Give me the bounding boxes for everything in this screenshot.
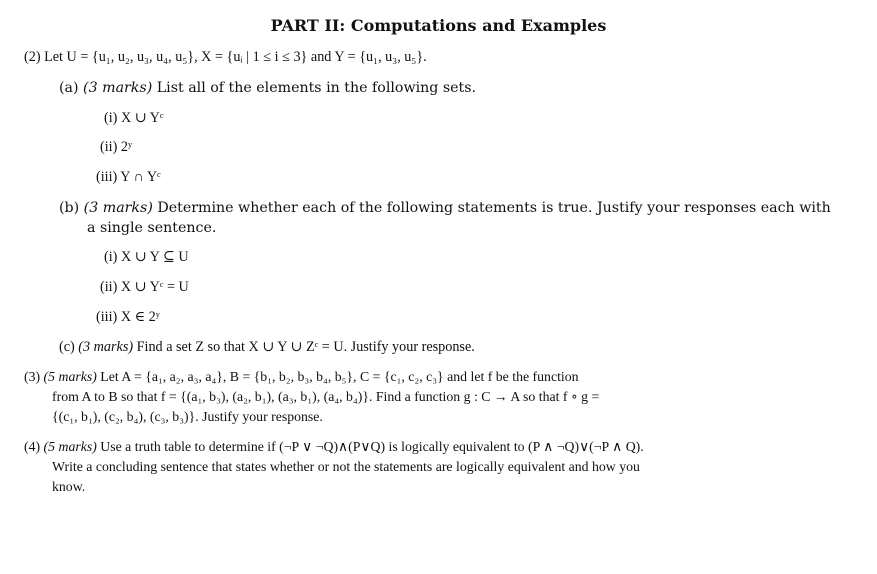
q3-line3: {(c₁, b₁), (c₂, b₄), (c₃, b₃)}. Justify your response. [52,409,323,424]
q2b-text-cont: a single sentence. [87,220,217,236]
q2c-marks: (3 marks) [78,339,134,355]
q4-line1 [24,438,644,456]
q2b-item-i: (i) X ∪ Y ⊆ U [104,249,189,265]
q2b-line [59,199,831,217]
page-title: PART II: Computations and Examples [270,16,607,35]
q2b-label: (b) [59,200,80,216]
q3-number: (3) [24,369,41,384]
q2a-text: List all of the elements in the following sets. [156,80,477,96]
q4-line3: know. [52,479,86,494]
q3-text-1: Let A = {a₁, a₂, a₃, a₄}, B = {b₁, b₂, b₃, b₄, b₅}, C = {c₁, c₂, c₃} and let f be the function [100,369,579,384]
q2a-item-i: (i) X ∪ Yᶜ [104,110,164,126]
q2b-text: Determine whether each of the following statements is true. Justify your responses each with [157,200,831,216]
q2a-marks: (3 marks) [83,80,153,96]
q2b-item-ii: (ii) X ∪ Yᶜ = U [100,279,189,295]
q3-marks: (5 marks) [43,369,97,384]
q4-number: (4) [24,439,41,454]
q3-line2: from A to B so that f = {(a₁, b₃), (a₂, b₁), (a₃, b₁), (a₄, b₄)}. Find a function g : C → A so that f ∘ g = [52,389,600,404]
q4-marks: (5 marks) [43,439,97,454]
q2b-item-iii: (iii) X ∈ 2ʸ [96,309,160,325]
q2a-line [59,79,476,97]
q3-line1 [24,368,579,386]
q2a-item-iii: (iii) Y ∩ Yᶜ [96,169,161,185]
q2c-line [59,338,475,356]
q2c-label: (c) [59,339,75,355]
q4-line2: Write a concluding sentence that states whether or not the statements are logically equivalent and how you [52,459,640,474]
q2b-marks: (3 marks) [83,200,153,216]
q2a-label: (a) [59,80,79,96]
q4-text-1: Use a truth table to determine if (¬P ∨ ¬Q)∧(P∨Q) is logically equivalent to (P ∧ ¬Q)∨(¬P ∧ Q). [100,439,644,454]
q2a-item-ii: (ii) 2ʸ [100,139,133,155]
q2c-text: Find a set Z so that X ∪ Y ∪ Zᶜ = U. Justify your response. [136,339,475,355]
q2-lead: (2) Let U = {u₁, u₂, u₃, u₄, u₅}, X = {uᵢ | 1 ≤ i ≤ 3} and Y = {u₁, u₃, u₅}. [24,49,427,65]
